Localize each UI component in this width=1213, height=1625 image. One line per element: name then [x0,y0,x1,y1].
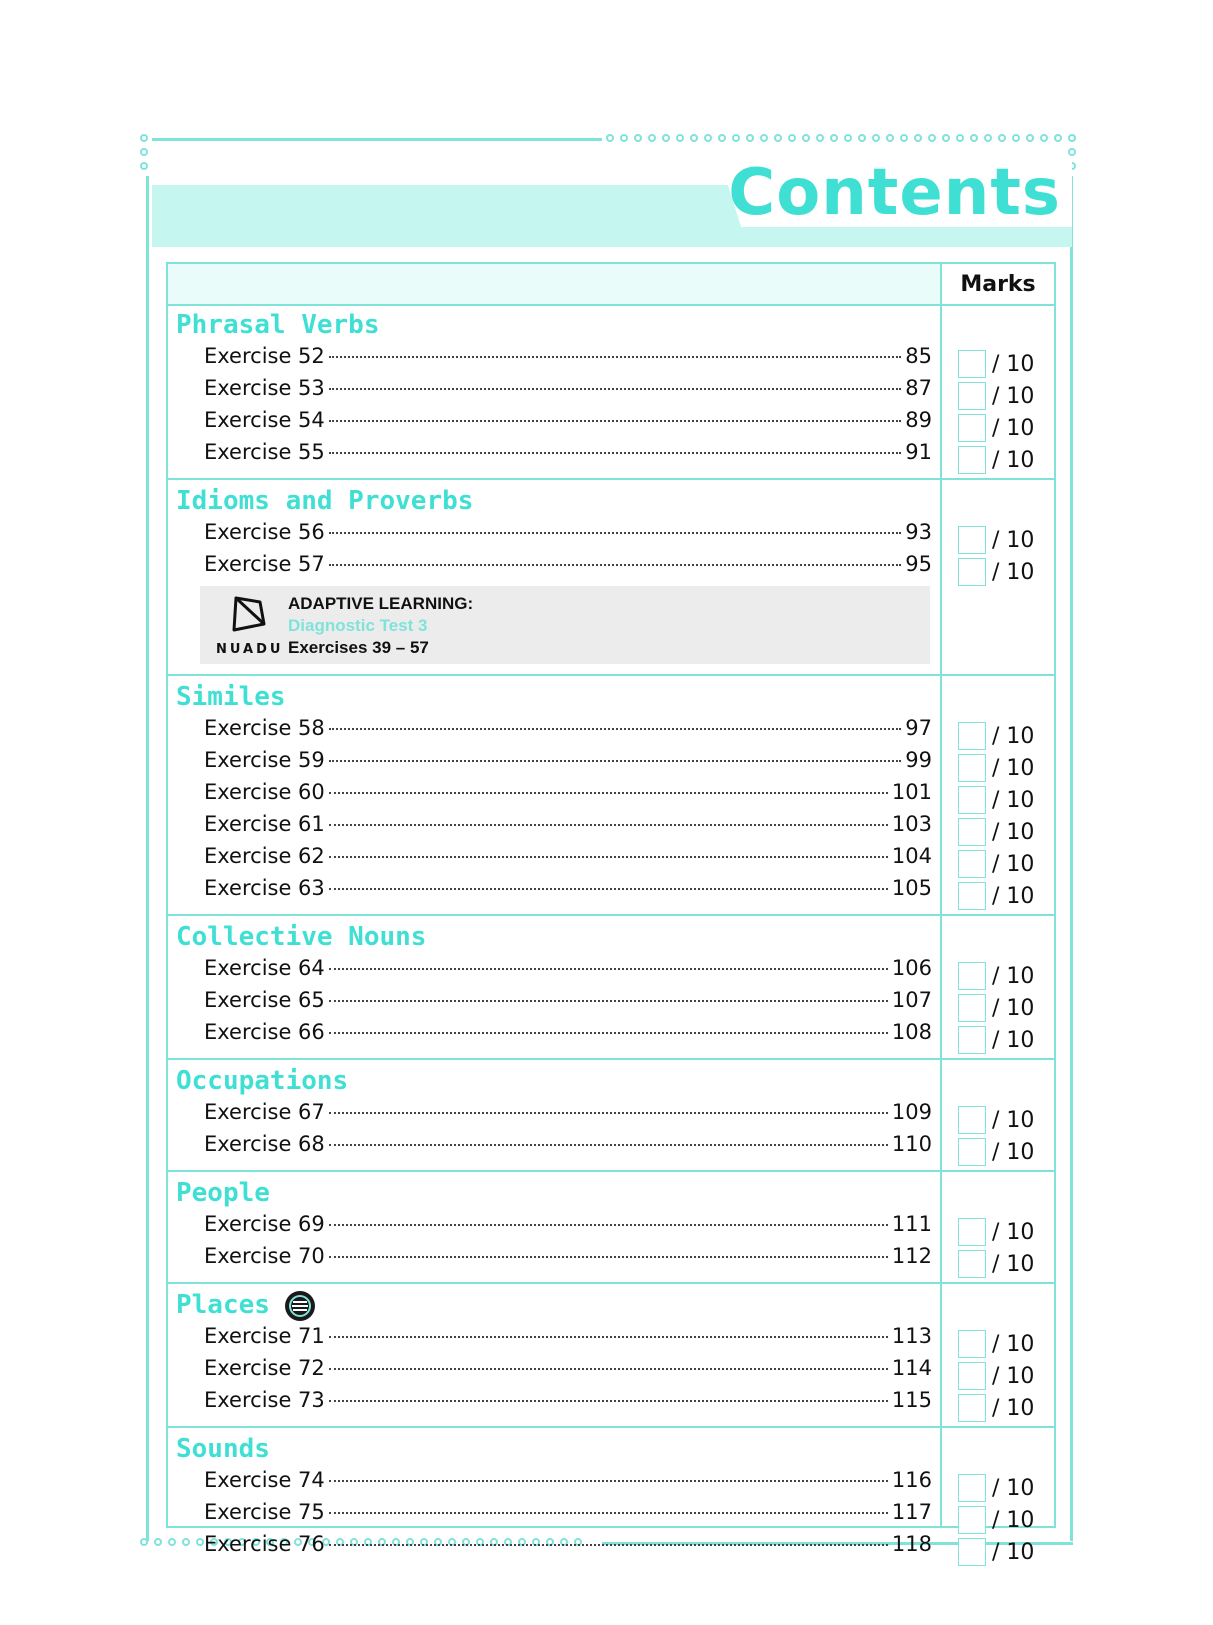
frame-dot [970,134,978,142]
frame-dot [634,134,642,142]
frame-dot [704,134,712,142]
exercise-label: Exercise 68 [204,1132,325,1156]
frame-dot [606,134,614,142]
exercise-label: Exercise 52 [204,344,325,368]
exercise-row [204,1020,932,1052]
page-number: 118 [891,1532,932,1556]
exercise-label: Exercise 56 [204,520,325,544]
score-box[interactable] [958,526,986,554]
exercise-label: Exercise 57 [204,552,325,576]
dot-leader [329,1336,888,1338]
score-box[interactable] [958,1250,986,1278]
adaptive-heading: ADAPTIVE LEARNING: [288,594,474,613]
frame-dot [1040,134,1048,142]
exercise-row [204,1212,932,1244]
exercise-label: Exercise 54 [204,408,325,432]
frame-dot [1068,148,1076,156]
marks-cell [958,524,1058,556]
dot-leader [329,1400,888,1402]
exercise-row [204,1324,932,1356]
score-box[interactable] [958,722,986,750]
exercise-label: Exercise 62 [204,844,325,868]
exercise-label: Exercise 55 [204,440,325,464]
marks-cell [958,784,1058,816]
dot-leader [329,1224,888,1226]
exercise-label: Exercise 67 [204,1100,325,1124]
exercise-row [204,716,932,748]
section [168,676,1054,916]
score-out-of: / 10 [992,559,1035,585]
page-number: 113 [891,1324,932,1348]
score-out-of: / 10 [992,1395,1035,1421]
frame-dot [620,134,628,142]
score-box[interactable] [958,558,986,586]
dot-leader [329,452,901,454]
frame-dot [718,134,726,142]
score-out-of: / 10 [992,819,1035,845]
dot-leader [329,1512,888,1514]
section-title-text: Places [176,1290,270,1320]
frame-dot [956,134,964,142]
frame-top-line [152,138,602,141]
page-number: 115 [891,1388,932,1412]
score-box[interactable] [958,962,986,990]
frame-left-dots [140,134,148,170]
dot-leader [329,1112,888,1114]
frame-dot [676,134,684,142]
dot-leader [329,824,888,826]
dot-leader [329,856,888,858]
table-header [168,264,1054,306]
exercise-label: Exercise 76 [204,1532,325,1556]
marks-cell [958,1216,1058,1248]
exercise-label: Exercise 71 [204,1324,325,1348]
marks-cell [958,992,1058,1024]
frame-dot [690,134,698,142]
frame-dot [648,134,656,142]
score-out-of: / 10 [992,995,1035,1021]
frame-dot [984,134,992,142]
exercise-row [204,748,932,780]
score-box[interactable] [958,786,986,814]
section [168,1060,1054,1172]
marks-cell [958,880,1058,912]
page-number: 87 [905,376,932,400]
frame-dot [998,134,1006,142]
marks-cell [958,444,1058,476]
exercise-label: Exercise 70 [204,1244,325,1268]
section-title-text: Collective Nouns [176,922,427,952]
section [168,916,1054,1060]
page-number: 117 [891,1500,932,1524]
exercise-row [204,1132,932,1164]
dot-leader [329,532,901,534]
frame-right-line [1070,176,1073,1541]
page-number: 111 [891,1212,932,1236]
page-number: 97 [905,716,932,740]
score-out-of: / 10 [992,447,1035,473]
score-out-of: / 10 [992,755,1035,781]
marks-cell [958,1248,1058,1280]
marks-cell [958,1360,1058,1392]
diagnostic-test-link[interactable]: Diagnostic Test 3 [288,616,428,635]
score-box[interactable] [958,1218,986,1246]
frame-dot [154,1538,162,1546]
exercise-row [204,520,932,552]
score-out-of: / 10 [992,787,1035,813]
score-out-of: / 10 [992,1219,1035,1245]
frame-dot [140,1538,148,1546]
frame-dot [886,134,894,142]
marks-cell [958,1024,1058,1056]
marks-cell [958,1536,1058,1568]
frame-dot [858,134,866,142]
exercise-row [204,552,932,584]
section [168,480,1054,676]
page-number: 105 [891,876,932,900]
score-out-of: / 10 [992,1251,1035,1277]
score-out-of: / 10 [992,1475,1035,1501]
frame-dot [140,162,148,170]
exercise-row [204,780,932,812]
score-out-of: / 10 [992,723,1035,749]
score-out-of: / 10 [992,883,1035,909]
page-number: 114 [891,1356,932,1380]
frame-dot [732,134,740,142]
exercise-row [204,1500,932,1532]
score-box[interactable] [958,446,986,474]
page-number: 91 [905,440,932,464]
exercise-row [204,1388,932,1420]
score-box[interactable] [958,1026,986,1054]
dot-leader [329,564,901,566]
score-out-of: / 10 [992,1539,1035,1565]
frame-dot [140,134,148,142]
frame-dot [1012,134,1020,142]
page-number: 107 [891,988,932,1012]
score-box[interactable] [958,1106,986,1134]
score-box[interactable] [958,1362,986,1390]
dot-leader [329,1032,888,1034]
score-box[interactable] [958,1138,986,1166]
frame-dot [816,134,824,142]
score-box[interactable] [958,1394,986,1422]
score-box[interactable] [958,382,986,410]
exercise-row [204,408,932,440]
section-title [176,306,380,344]
audio-disc-icon [284,1290,316,1322]
frame-dot [1054,134,1062,142]
marks-cell [958,1104,1058,1136]
exercise-label: Exercise 64 [204,956,325,980]
score-box[interactable] [958,1330,986,1358]
score-out-of: / 10 [992,1331,1035,1357]
section [168,304,1054,480]
dot-leader [329,356,901,358]
exercise-label: Exercise 73 [204,1388,325,1412]
exercise-label: Exercise 66 [204,1020,325,1044]
score-box[interactable] [958,1538,986,1566]
exercise-row [204,1100,932,1132]
page-number: 99 [905,748,932,772]
exercise-label: Exercise 65 [204,988,325,1012]
dot-leader [329,1368,888,1370]
exercise-row [204,956,932,988]
page-number: 93 [905,520,932,544]
adaptive-learning-panel [200,586,930,664]
page-number: 101 [891,780,932,804]
score-out-of: / 10 [992,1107,1035,1133]
dot-leader [329,760,901,762]
section-title [176,1430,270,1468]
exercise-row [204,1244,932,1276]
section-title [176,918,426,956]
marks-cell [958,348,1058,380]
exercise-row [204,1532,932,1564]
score-out-of: / 10 [992,1027,1035,1053]
frame-dot [774,134,782,142]
score-box[interactable] [958,882,986,910]
dot-leader [329,420,901,422]
exercise-label: Exercise 72 [204,1356,325,1380]
frame-dot [746,134,754,142]
page-title: Contents [728,156,1061,230]
frame-dot [662,134,670,142]
exercise-row [204,344,932,376]
dot-leader [329,728,901,730]
marks-cell [958,752,1058,784]
page-number: 116 [891,1468,932,1492]
marks-cell [958,380,1058,412]
dot-leader [329,388,901,390]
marks-cell [958,720,1058,752]
exercise-label: Exercise 61 [204,812,325,836]
section-title-text: Occupations [176,1066,349,1096]
section-title [176,482,473,520]
page-number: 110 [891,1132,932,1156]
score-out-of: / 10 [992,527,1035,553]
score-out-of: / 10 [992,1363,1035,1389]
exercise-label: Exercise 75 [204,1500,325,1524]
page-number: 95 [905,552,932,576]
marks-cell [958,412,1058,444]
score-box[interactable] [958,818,986,846]
page-number: 106 [891,956,932,980]
exercise-label: Exercise 59 [204,748,325,772]
page-number: 112 [891,1244,932,1268]
frame-dot [914,134,922,142]
frame-dot [830,134,838,142]
exercise-label: Exercise 53 [204,376,325,400]
page-number: 109 [891,1100,932,1124]
exercise-row [204,988,932,1020]
marks-cell [958,1392,1058,1424]
frame-dot [844,134,852,142]
dot-leader [329,1480,888,1482]
section-title-text: People [176,1178,270,1208]
frame-dot [900,134,908,142]
score-box[interactable] [958,994,986,1022]
frame-dot [788,134,796,142]
exercise-label: Exercise 63 [204,876,325,900]
nuadu-logo-text: NUADU [216,642,284,657]
exercise-row [204,876,932,908]
section [168,1172,1054,1284]
dot-leader [329,1544,888,1546]
frame-dot [1068,134,1076,142]
marks-cell [958,816,1058,848]
exercise-row [204,1468,932,1500]
section-title [176,1174,270,1212]
section-title-text: Phrasal Verbs [176,310,380,340]
frame-left-line [146,176,149,1541]
frame-dot [1026,134,1034,142]
page-number: 108 [891,1020,932,1044]
marks-cell [958,1504,1058,1536]
frame-top-dots [606,134,1076,142]
frame-dot [928,134,936,142]
exercise-label: Exercise 58 [204,716,325,740]
exercise-row [204,1356,932,1388]
section-title-text: Idioms and Proverbs [176,486,474,516]
page-number: 103 [891,812,932,836]
nuadu-logo-icon [226,594,268,634]
section [168,1284,1054,1428]
score-out-of: / 10 [992,963,1035,989]
section-title [176,1062,348,1100]
exercise-row [204,812,932,844]
contents-table [166,262,1056,1565]
section-title-text: Similes [176,682,286,712]
exercise-row [204,440,932,472]
score-box[interactable] [958,850,986,878]
dot-leader [329,968,888,970]
score-out-of: / 10 [992,415,1035,441]
marks-cell [958,848,1058,880]
score-box[interactable] [958,350,986,378]
section-title [176,678,286,716]
marks-cell [958,556,1058,588]
marks-cell [958,1136,1058,1168]
marks-cell [958,960,1058,992]
section-title-text: Sounds [176,1434,270,1464]
score-box[interactable] [958,1474,986,1502]
dot-leader [329,1256,888,1258]
page-number: 104 [891,844,932,868]
score-out-of: / 10 [992,1507,1035,1533]
exercise-label: Exercise 69 [204,1212,325,1236]
section [168,1428,1054,1572]
page-number: 85 [905,344,932,368]
score-box[interactable] [958,414,986,442]
score-out-of: / 10 [992,851,1035,877]
frame-dot [942,134,950,142]
frame-dot [872,134,880,142]
exercise-range: Exercises 39 – 57 [288,638,429,657]
page-number: 89 [905,408,932,432]
score-out-of: / 10 [992,351,1035,377]
score-box[interactable] [958,754,986,782]
frame-dot [802,134,810,142]
frame-dot [140,148,148,156]
score-out-of: / 10 [992,383,1035,409]
exercise-row [204,844,932,876]
dot-leader [329,888,888,890]
marks-cell [958,1328,1058,1360]
dot-leader [329,1000,888,1002]
exercise-label: Exercise 74 [204,1468,325,1492]
score-box[interactable] [958,1506,986,1534]
frame-dot [760,134,768,142]
exercise-row [204,376,932,408]
score-out-of: / 10 [992,1139,1035,1165]
marks-cell [958,1472,1058,1504]
dot-leader [329,792,888,794]
section-title [176,1286,316,1324]
exercise-label: Exercise 60 [204,780,325,804]
marks-header: Marks [942,264,1054,304]
dot-leader [329,1144,888,1146]
